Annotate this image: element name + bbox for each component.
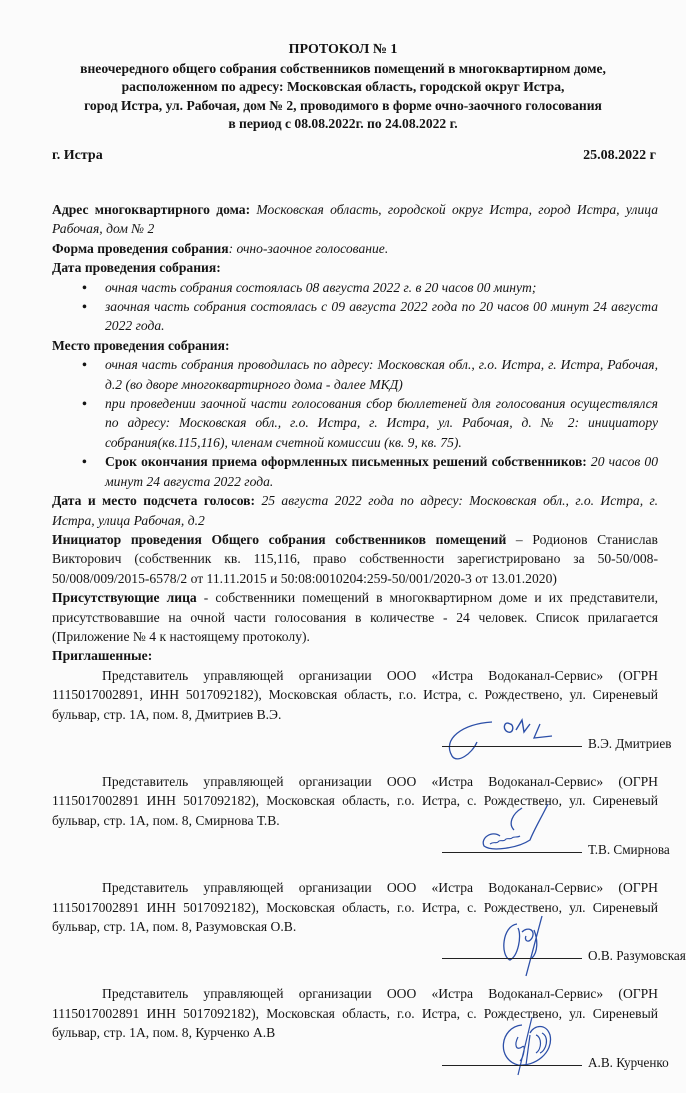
list-item: • при проведении заочной части голосования сбор бюллетеней для голосования осуществлялся по адресу: Московская обл., г.о. Истра, г. Истра, ул. Рабочая, д. № 2: инициатору собрания(кв.115,116), членам счетной комиссии (кв. 9, кв. 75). [82,394,658,452]
list-item-deadline [82,452,658,491]
address-label: Адрес многоквартирного дома: [52,202,251,217]
address-value: Московская область, городской округ Истра, город Истра, улица Рабочая, дом № 2 [52,202,659,237]
handwritten-signature [422,694,592,774]
protocol-subtitle-line: город Истра, ул. Рабочая, дом № 2, проводимого в форме очно-заочного голосования [84,97,602,113]
protocol-body [52,200,686,1077]
initiator-label: Инициатор проведения Общего собрания собственников помещений [52,531,507,547]
place-date-row [52,148,656,164]
signature-block [52,1043,669,1077]
list-item: • очная часть собрания состоялась 08 августа 2022 г. в 20 часов 00 минут; [82,278,658,297]
invited-entry: Представитель управляющей организации ООО «Истра Водоканал-Сервис» (ОГРН 1115017002891 ИНН 5017092182), Московская область, г.о. Истра, с. Рождествено, ул. Сиреневый бульвар, стр. 1А, пом. 8, Разумовская О.В. [52,880,658,934]
list-item: • очная часть собрания проводилась по адресу: Московская обл., г.о. Истра, г. Истра, Рабочая, д.2 (во дворе многоквартирного дома - далее МКД) [82,355,658,394]
meeting-date-list [52,278,658,336]
signature-block [52,936,686,970]
document-date: 25.08.2022 г [583,148,656,163]
count-label: Дата и место подсчета голосов: [52,493,256,509]
handwritten-signature [422,800,592,880]
signature-line [442,958,582,959]
deadline-label: Срок окончания приема оформленных письменных решений собственников: [105,454,587,470]
form-value: : очно-заочное голосование. [228,240,389,256]
invited-entry: Представитель управляющей организации ООО «Истра Водоканал-Сервис» (ОГРН 1115017002891 ИНН 5017092182), Московская область, г.о. Истра, с. Рождествено, ул. Сиреневый бульвар, стр. 1А, пом. 8, Курченко А.В [52,986,658,1041]
signatory-name: А.В. Курченко [588,1054,669,1070]
meeting-place-list [52,355,658,491]
signature-line [442,746,582,747]
signatory-name: Т.В. Смирнова [588,842,670,858]
initiator-value: – Родионов Станислав Викторович (собственник кв. 115,116, право собственности зарегистрировано за 50-50/008-50/008/009/2015-6578/2 от 11.11.2015 и 50:08:0010204:259-50/001/2020-3 от 13.01.2020) [52,531,658,586]
present-label: Присутствующие лица [52,590,197,606]
list-item: • заочная часть собрания состоялась с 09 августа 2022 года по 20 часов 00 минут 24 августа 2022 года. [82,297,658,336]
signature-line [442,852,582,853]
handwritten-signature [422,1013,592,1093]
invited-entry: Представитель управляющей организации ООО «Истра Водоканал-Сервис» (ОГРН 1115017002891, ИНН 5017092182), Московская область, г.о. Истра, с. Рождествено, ул. Сиреневый бульвар, стр. 1А, пом. 8, Дмитриев В.Э. [52,667,658,722]
protocol-subtitle-line: в период с 08.08.2022г. по 24.08.2022 г. [228,116,458,132]
meeting-place-label: Место проведения собрания: [52,337,230,353]
present-paragraph [52,588,658,646]
meeting-date-label: Дата проведения собрания: [52,260,221,276]
form-label: Форма проведения собрания [52,240,229,256]
form-paragraph [52,239,658,258]
signature-line [442,1065,582,1066]
signatory-name: О.В. Разумовская [588,948,686,964]
count-value: 25 августа 2022 года по адресу: Московская обл., г.о. Истра, г. Истра, улица Рабочая, д.2 [52,493,659,528]
invited-entry: Представитель управляющей организации ООО «Истра Водоканал-Сервис» (ОГРН 1115017002891 ИНН 5017092182), Московская область, г.о. Истра, с. Рождествено, ул. Сиреневый бульвар, стр. 1А, пом. 8, Смирнова Т.В. [52,773,658,828]
deadline-value: 20 часов 00 минут 24 августа 2022 года. [105,454,658,489]
invited-label: Приглашенные: [52,648,153,664]
protocol-subtitle-line: расположенном по адресу: Московская область, городской округ Истра, [121,79,565,95]
handwritten-signature [422,906,592,986]
document-city: г. Истра [52,148,103,163]
protocol-subtitle-line: внеочередного общего собрания собственников помещений в многоквартирном доме, [80,60,606,76]
present-value: - собственники помещений в многоквартирном доме и их представители, присутствовавшие на очной части голосования в количестве - 24 человек. Список прилагается (Приложение № 4 к настоящему протоколу). [52,590,659,644]
signatory-name: В.Э. Дмитриев [588,735,672,751]
count-paragraph [52,491,658,530]
initiator-paragraph [52,530,658,588]
signature-block [52,830,670,864]
protocol-header [20,41,666,134]
protocol-title: ПРОТОКОЛ № 1 [288,42,398,57]
signature-block [52,724,672,758]
address-paragraph [52,200,658,239]
